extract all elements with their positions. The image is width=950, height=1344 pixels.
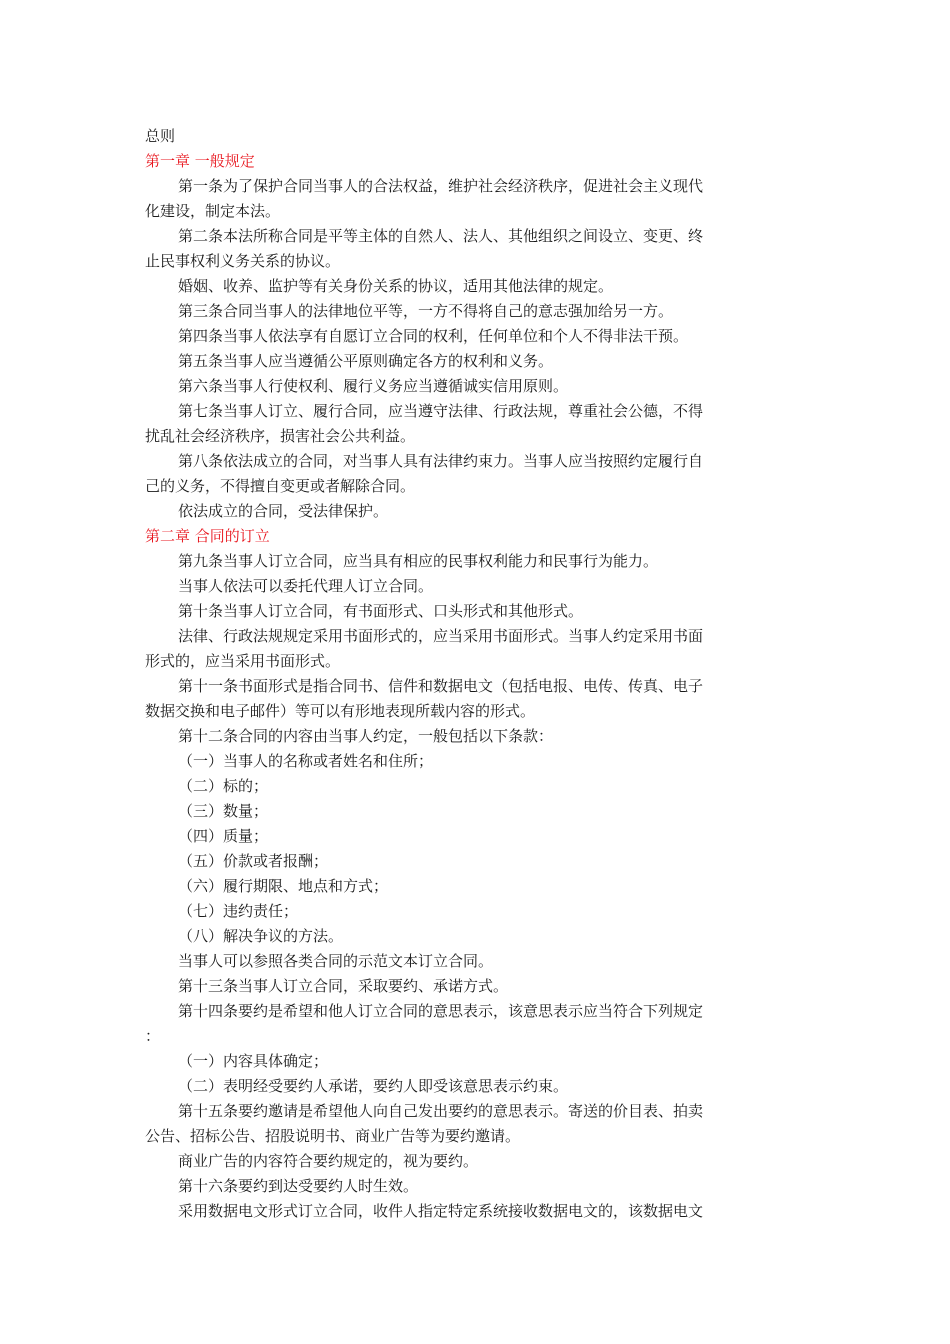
paragraph-line: 第六条当事人行使权利、履行义务应当遵循诚实信用原则。 (178, 377, 569, 395)
paragraph-line: （二）标的； (178, 777, 269, 795)
paragraph-line: 第十二条合同的内容由当事人约定，一般包括以下条款： (178, 727, 554, 745)
paragraph-line: 第九条当事人订立合同，应当具有相应的民事权利能力和民事行为能力。 (178, 552, 659, 570)
paragraph-line: （二）表明经受要约人承诺，要约人即受该意思表示约束。 (178, 1077, 569, 1095)
paragraph-line: 第二条本法所称合同是平等主体的自然人、法人、其他组织之间设立、变更、终 (178, 227, 704, 245)
paragraph-line: 法律、行政法规规定采用书面形式的，应当采用书面形式。当事人约定采用书面 (178, 627, 704, 645)
paragraph-line: 第十三条当事人订立合同，采取要约、承诺方式。 (178, 977, 509, 995)
paragraph-line: （三）数量； (178, 802, 269, 820)
paragraph-line: （八）解决争议的方法。 (178, 927, 344, 945)
paragraph-line: 第十条当事人订立合同，有书面形式、口头形式和其他形式。 (178, 602, 584, 620)
paragraph-line: 第十四条要约是希望和他人订立合同的意思表示，该意思表示应当符合下列规定 (178, 1002, 704, 1020)
paragraph-line: 依法成立的合同，受法律保护。 (178, 502, 389, 520)
chapter-heading-1: 第一章 一般规定 (145, 152, 255, 170)
paragraph-line: 止民事权利义务关系的协议。 (145, 252, 341, 270)
paragraph-line: 第七条当事人订立、履行合同，应当遵守法律、行政法规，尊重社会公德，不得 (178, 402, 704, 420)
paragraph-line: （四）质量； (178, 827, 269, 845)
document-title: 总则 (145, 127, 176, 145)
document-body (145, 174, 767, 1224)
paragraph-line: 第八条依法成立的合同，对当事人具有法律约束力。当事人应当按照约定履行自 (178, 452, 704, 470)
paragraph-line: （一）内容具体确定； (178, 1052, 329, 1070)
paragraph-line: 公告、招标公告、招股说明书、商业广告等为要约邀请。 (145, 1127, 521, 1145)
paragraph-line: 采用数据电文形式订立合同，收件人指定特定系统接收数据电文的，该数据电文 (178, 1202, 704, 1220)
paragraph-line: 第五条当事人应当遵循公平原则确定各方的权利和义务。 (178, 352, 554, 370)
chapter-heading-2: 第二章 合同的订立 (145, 527, 270, 545)
paragraph-line: 第十一条书面形式是指合同书、信件和数据电文（包括电报、电传、传真、电子 (178, 677, 704, 695)
paragraph-line: 扰乱社会经济秩序，损害社会公共利益。 (145, 427, 416, 445)
paragraph-line: 数据交换和电子邮件）等可以有形地表现所载内容的形式。 (145, 702, 536, 720)
paragraph-line: （七）违约责任； (178, 902, 299, 920)
paragraph-line: 婚姻、收养、监护等有关身份关系的协议，适用其他法律的规定。 (178, 277, 614, 295)
paragraph-line: 形式的，应当采用书面形式。 (145, 652, 341, 670)
paragraph-line: （六）履行期限、地点和方式； (178, 877, 389, 895)
paragraph-line: （一）当事人的名称或者姓名和住所； (178, 752, 434, 770)
paragraph-line: 第四条当事人依法享有自愿订立合同的权利，任何单位和个人不得非法干预。 (178, 327, 689, 345)
paragraph-line: 第十五条要约邀请是希望他人向自己发出要约的意思表示。寄送的价目表、拍卖 (178, 1102, 704, 1120)
paragraph-line: ： (145, 1027, 161, 1045)
paragraph-line: 己的义务，不得擅自变更或者解除合同。 (145, 477, 416, 495)
paragraph-line: 第三条合同当事人的法律地位平等，一方不得将自己的意志强加给另一方。 (178, 302, 674, 320)
document-page (145, 124, 767, 1224)
paragraph-line: 当事人可以参照各类合同的示范文本订立合同。 (178, 952, 494, 970)
paragraph-line: 第十六条要约到达受要约人时生效。 (178, 1177, 419, 1195)
paragraph-line: 化建设，制定本法。 (145, 202, 281, 220)
paragraph-line: 第一条为了保护合同当事人的合法权益，维护社会经济秩序，促进社会主义现代 (178, 177, 704, 195)
paragraph-line: 当事人依法可以委托代理人订立合同。 (178, 577, 434, 595)
paragraph-line: 商业广告的内容符合要约规定的，视为要约。 (178, 1152, 479, 1170)
paragraph-line: （五）价款或者报酬； (178, 852, 329, 870)
